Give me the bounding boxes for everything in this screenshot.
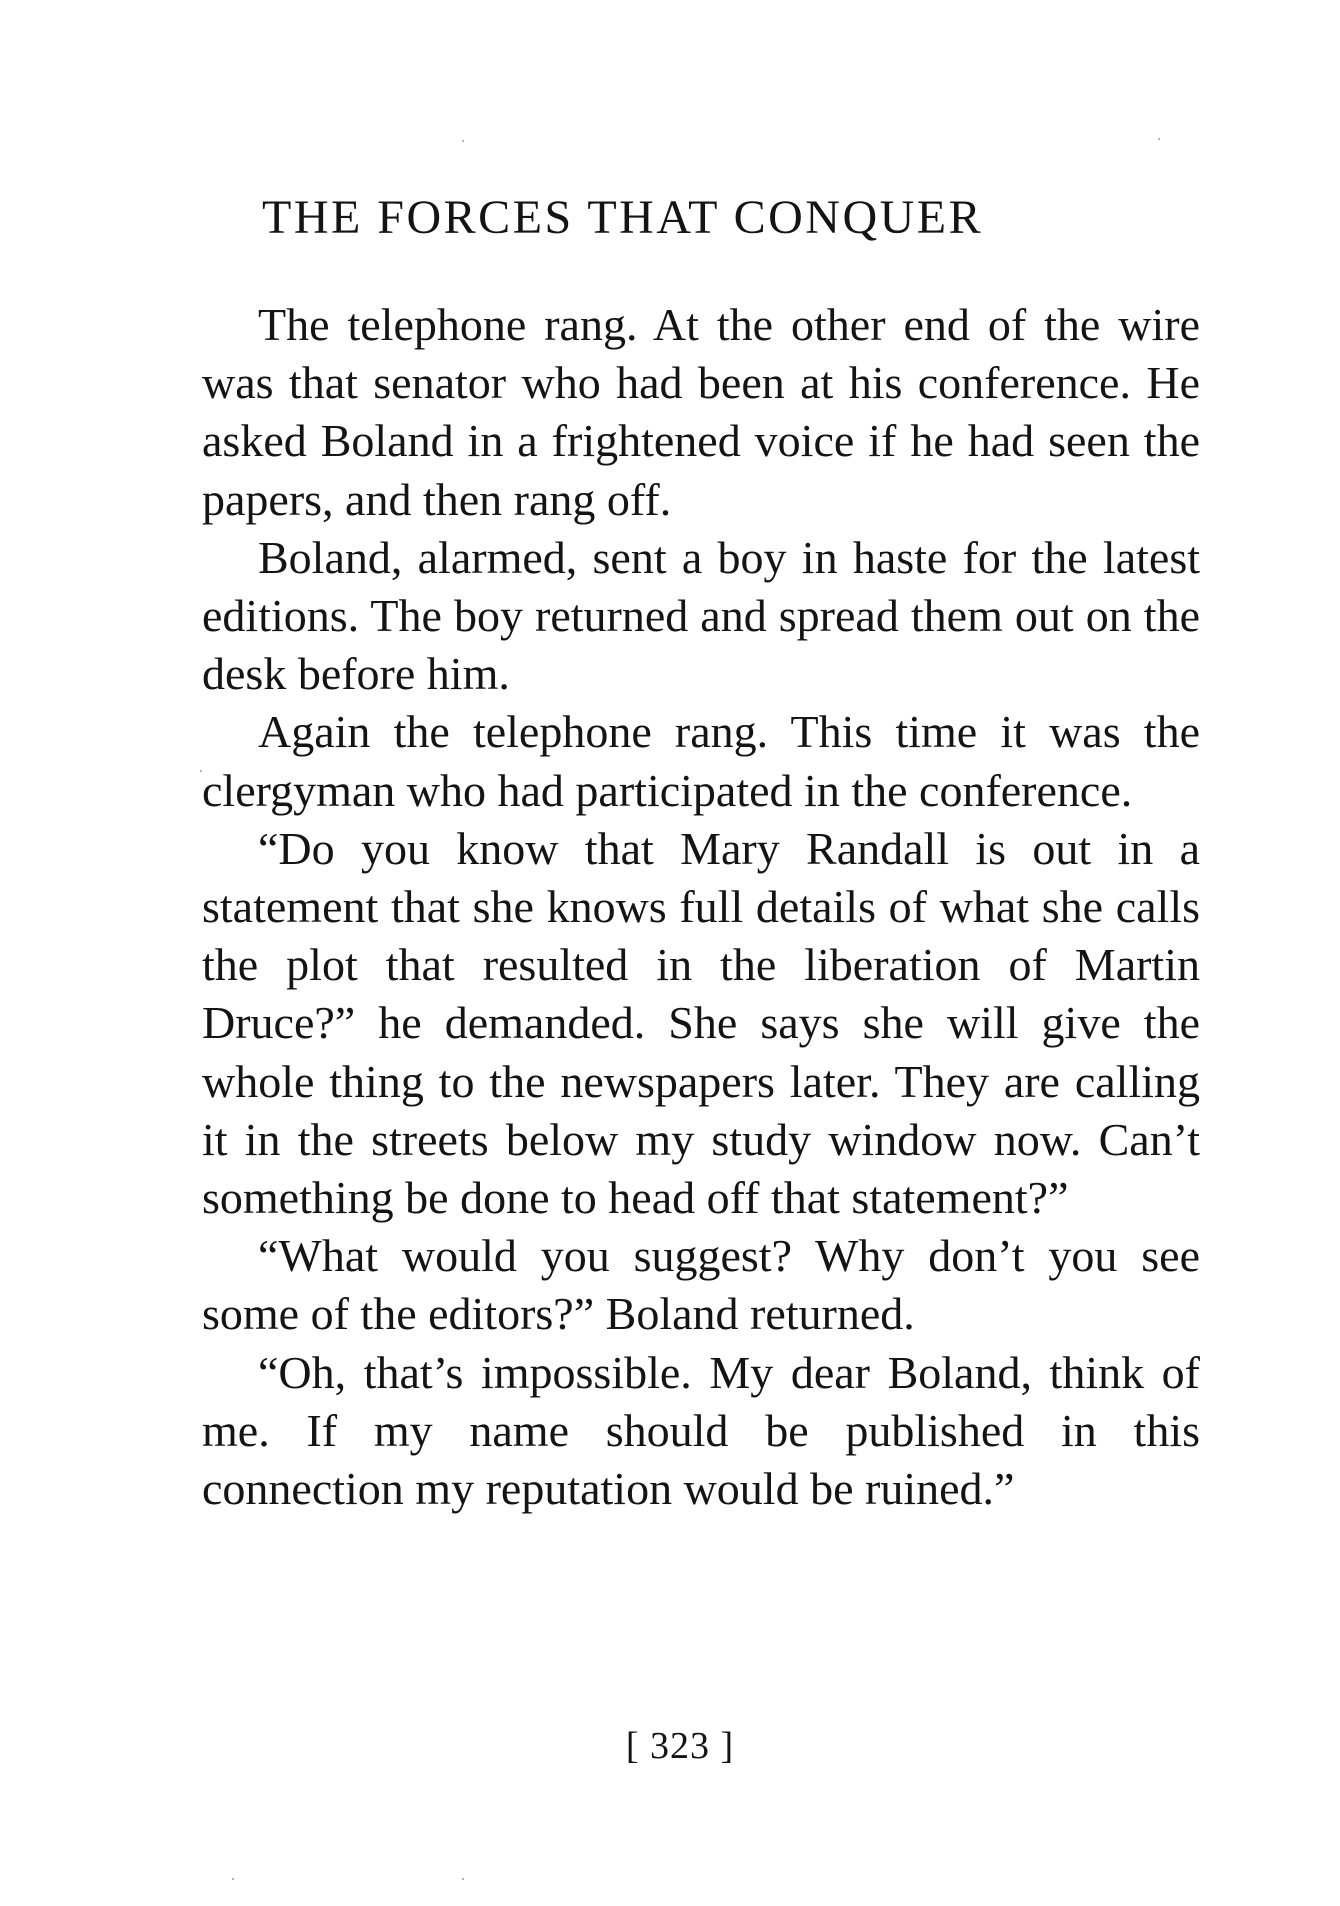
page-number: [ 323 ] [625,1725,735,1767]
paragraph: The telephone rang. At the other end of the wire was that senator who had been at his conference. He asked Boland in a frightened voice if he had seen the papers, and then rang off. [202,299,1200,525]
body-text [202,296,1200,1518]
paper-speck [462,140,464,142]
paragraph: “Do you know that Mary Randall is out in a statement that she knows full details of what she calls the plot that resulted in the liberation of Martin Druce?” he demanded. She says she will give the whole thing to the newspapers later. They are calling it in the streets below my study window now. Can’t something be done to head off that statement?” [202,822,1200,1224]
paper-speck [1158,138,1160,140]
paper-speck [232,1878,234,1880]
paragraph: “What would you suggest? Why don’t you see some of the editors?” Boland returned. [202,1230,1200,1340]
paragraph: “Oh, that’s impossible. My dear Boland, think of me. If my name should be published in this connection my reputation would be ruined.” [202,1346,1200,1515]
paper-speck [200,770,202,772]
paper-speck [462,1878,464,1880]
running-head: THE FORCES THAT CONQUER [262,191,984,244]
paragraph: Again the telephone rang. This time it was the clergyman who had participated in the conference. [202,706,1200,816]
paragraph: Boland, alarmed, sent a boy in haste for the latest editions. The boy returned and spread them out on the desk before him. [202,531,1200,700]
